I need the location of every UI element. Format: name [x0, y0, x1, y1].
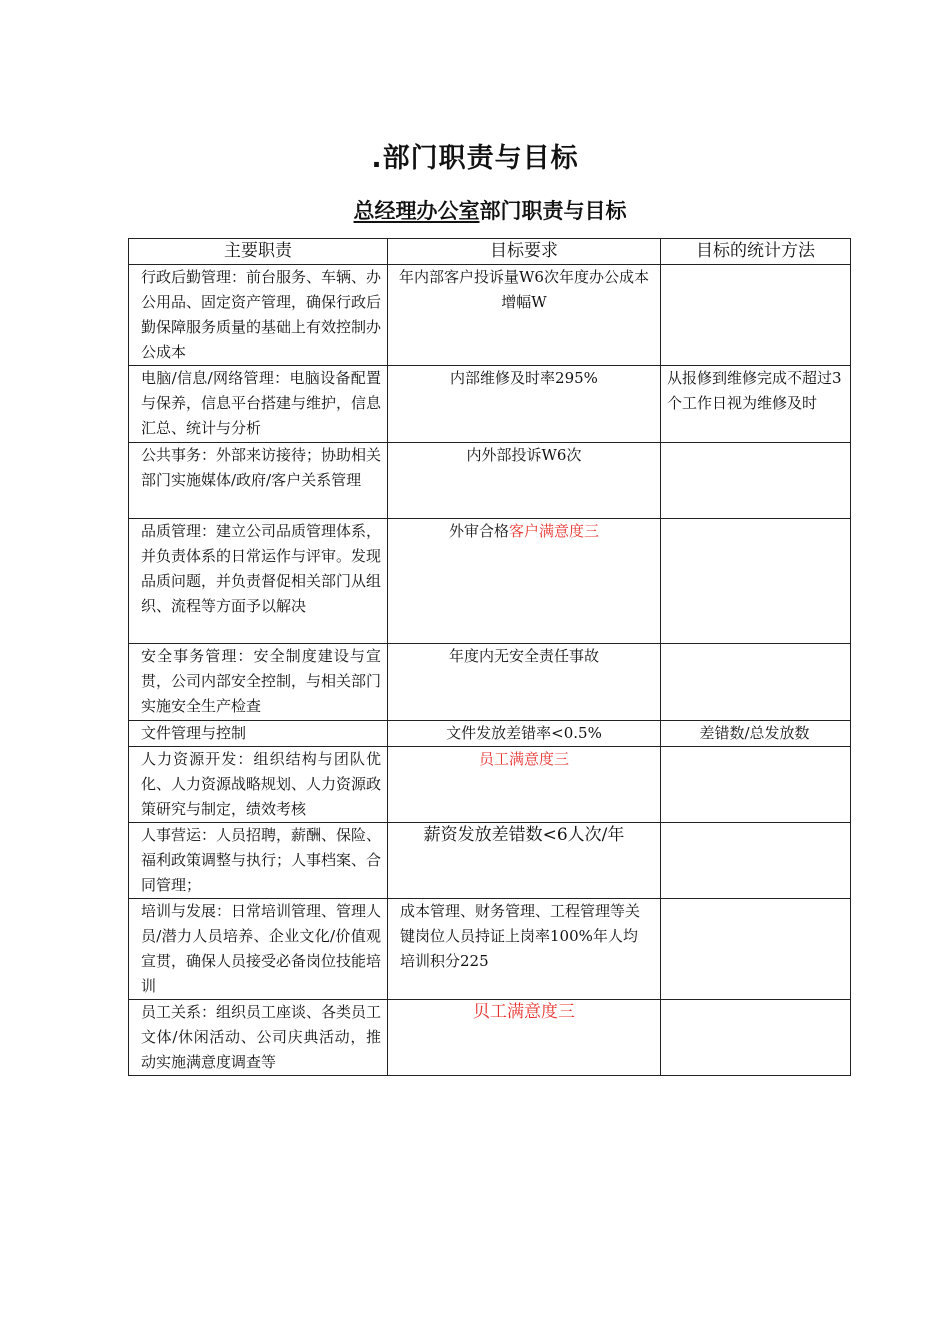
table-row: [129, 443, 851, 519]
duty-cell: 培训与发展：日常培训管理、管理人员/潜力人员培养、企业文化/价值观宣贯，确保人员接受必备岗位技能培训: [129, 899, 388, 1000]
table-row: [129, 265, 851, 366]
duty-cell: 品质管理：建立公司品质管理体系，并负责体系的日常运作与评审。发现品质问题，并负责督促相关部门从组织、流程等方面予以解决: [129, 519, 388, 644]
target-cell: [388, 747, 661, 823]
header-duty: 主要职责: [129, 239, 388, 265]
method-cell: [661, 899, 851, 1000]
target-cell: 年度内无安全责任事故: [388, 644, 661, 721]
table-row: [129, 366, 851, 443]
target-cell: 成本管理、财务管理、工程管理等关键岗位人员持证上岗率100%年人均培训积分225: [388, 899, 661, 1000]
duty-cell: 人力资源开发：组织结构与团队优化、人力资源战略规划、人力资源政策研究与制定，绩效考核: [129, 747, 388, 823]
target-cell: [388, 519, 661, 644]
duty-cell: 人事营运：人员招聘，薪酬、保险、福利政策调整与执行；人事档案、合同管理；: [129, 823, 388, 899]
duty-cell: 公共事务：外部来访接待；协助相关部门实施媒体/政府/客户关系管理: [129, 443, 388, 519]
table-row: [129, 644, 851, 721]
target-cell: 年内部客户投诉量W6次年度办公成本增幅W: [388, 265, 661, 366]
target-highlight: 客户满意度三: [509, 522, 600, 540]
header-target: 目标要求: [388, 239, 661, 265]
table-row: [129, 823, 851, 899]
method-cell: [661, 747, 851, 823]
target-cell: 文件发放差错率<0.5%: [388, 721, 661, 747]
target-cell: 内部维修及时率295%: [388, 366, 661, 443]
target-cell: [388, 1000, 661, 1076]
duties-table: [128, 238, 851, 1076]
method-cell: [661, 1000, 851, 1076]
target-highlight: 员工满意度三: [478, 750, 569, 768]
table-row: [129, 899, 851, 1000]
duty-cell: 文件管理与控制: [129, 721, 388, 747]
duty-cell: 安全事务管理：安全制度建设与宣贯，公司内部安全控制，与相关部门实施安全生产检查: [129, 644, 388, 721]
method-cell: [661, 519, 851, 644]
table-row: [129, 747, 851, 823]
method-cell: [661, 823, 851, 899]
department-name: 总经理办公室: [353, 198, 480, 223]
method-cell: [661, 265, 851, 366]
table-row: [129, 721, 851, 747]
table-row: [129, 519, 851, 644]
table-title: [0, 195, 950, 225]
target-cell: 内外部投诉W6次: [388, 443, 661, 519]
target-highlight: 贝工满意度三: [473, 1002, 575, 1022]
target-text: 外审合格: [448, 522, 509, 540]
duty-cell: 行政后勤管理：前台服务、车辆、办公用品、固定资产管理，确保行政后勤保障服务质量的基础上有效控制办公成本: [129, 265, 388, 366]
method-cell: [661, 443, 851, 519]
page-title: .部门职责与目标: [371, 143, 579, 174]
method-cell: 从报修到维修完成不超过3个工作日视为维修及时: [661, 366, 851, 443]
header-method: 目标的统计方法: [661, 239, 851, 265]
table-header-row: [129, 239, 851, 265]
target-cell: 薪资发放差错数<6人次/年: [388, 823, 661, 899]
table-row: [129, 1000, 851, 1076]
duty-cell: 员工关系：组织员工座谈、各类员工文体/休闲活动、公司庆典活动，推动实施满意度调查等: [129, 1000, 388, 1076]
method-cell: 差错数/总发放数: [661, 721, 851, 747]
table-title-rest: 部门职责与目标: [479, 198, 627, 223]
duty-cell: 电脑/信息/网络管理：电脑设备配置与保养，信息平台搭建与维护，信息汇总、统计与分析: [129, 366, 388, 443]
method-cell: [661, 644, 851, 721]
